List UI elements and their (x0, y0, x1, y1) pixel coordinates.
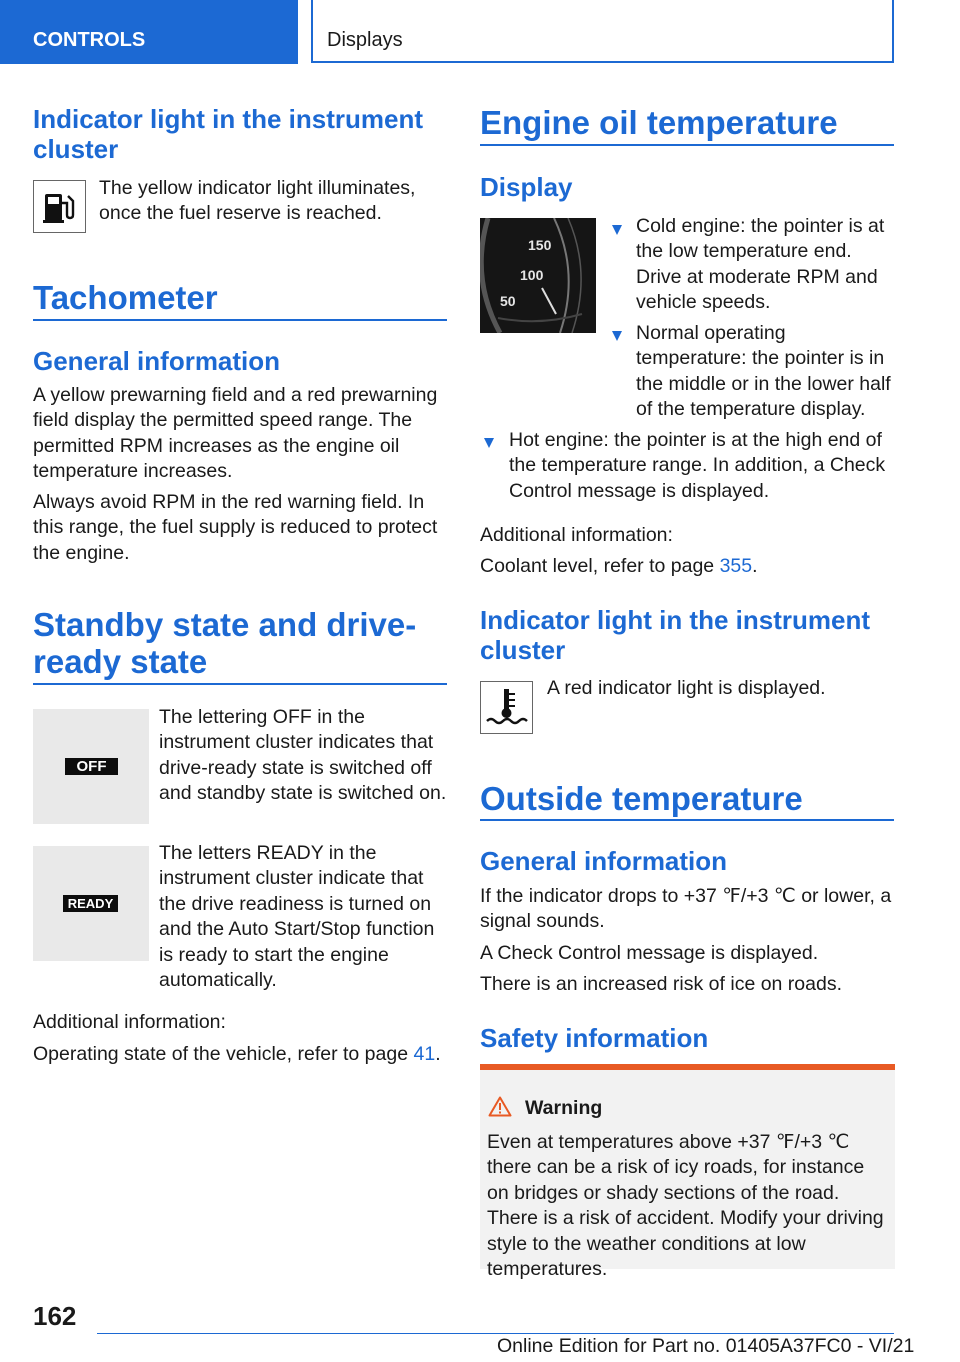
oil-temp-title: Engine oil temperature (480, 104, 838, 141)
page-link-41[interactable]: 41 (413, 1043, 436, 1065)
additional-info-right: Additional information: (480, 524, 673, 546)
off-display-image (33, 709, 149, 824)
edition-footer: Online Edition for Part no. 01405A37FC0 - VI/21 (497, 1335, 915, 1357)
outside-temp-title: Outside temperature (480, 780, 803, 817)
chapter-label: Displays (327, 29, 403, 51)
fuel-indicator-heading: Indicator light in the instrument cluster (33, 104, 423, 164)
fuel-pump-icon (33, 180, 86, 233)
bullet-normal: Normal operating temperature: the pointer is in the middle or in the lower half of the temperature display. (636, 322, 891, 421)
safety-heading: Safety information (480, 1023, 709, 1053)
warning-triangle-icon (488, 1096, 512, 1117)
page-link-355[interactable]: 355 (719, 555, 753, 577)
footer-rule (97, 1333, 894, 1334)
additional-info-left: Additional information: (33, 1011, 226, 1033)
ready-display-image (33, 846, 149, 961)
standby-title: Standby state and drive-ready state (33, 606, 417, 680)
off-text: The lettering OFF in the instrument cluster indicates that drive-ready state is switched off and standby state is switched on. (159, 706, 447, 805)
coolant-indicator-text: A red indicator light is displayed. (547, 677, 826, 699)
chapter-tab[interactable] (311, 0, 894, 63)
outside-general-p1: If the indicator drops to +37 ℉/+3 ℃ or lower, a signal sounds. (480, 885, 892, 933)
section-label: CONTROLS (33, 29, 146, 51)
bullet-triangle-icon (612, 331, 622, 341)
tachometer-general-p1: A yellow prewarning field and a red prewarning field display the permitted speed range. The permitted RPM increases as the engine oil temperature increases. (33, 384, 438, 483)
ready-label: READY (63, 895, 118, 912)
warning-title: Warning (525, 1097, 603, 1119)
tachometer-general-p2: Always avoid RPM in the red warning field. In this range, the fuel supply is reduced to protect the engine. (33, 491, 438, 564)
tachometer-title: Tachometer (33, 279, 218, 316)
ref-text: Coolant level, refer to page (480, 555, 720, 577)
operating-state-ref (33, 1042, 441, 1067)
bullet-triangle-icon (484, 438, 494, 448)
coolant-level-ref (480, 554, 758, 579)
gauge-label: 150 (528, 237, 552, 253)
warning-text: Even at temperatures above +37 ℉/+3 ℃ there can be a risk of icy roads, for instance on bridges or shady sections of the road. There is a risk of accident. Modify your driving style to the weather conditions at low temperatures. (487, 1131, 884, 1281)
bullet-triangle-icon (612, 225, 622, 235)
fuel-indicator-text: The yellow indicator light illuminates, once the fuel reserve is reached. (99, 177, 416, 225)
tachometer-general-heading: General information (33, 346, 281, 376)
gauge-label: 100 (520, 267, 544, 283)
ref-suffix: . (435, 1043, 441, 1065)
bullet-hot: Hot engine: the pointer is at the high end of the temperature range. In addition, a Check Control message is displayed. (509, 429, 886, 502)
title-rule (480, 819, 894, 821)
ready-text: The letters READY in the instrument cluster indicate that the drive readiness is turned on and the Auto Start/Stop function is ready to start the engine automatically. (159, 842, 435, 992)
page-number: 162 (33, 1301, 77, 1331)
coolant-temperature-icon (480, 681, 533, 734)
display-heading: Display (480, 172, 573, 202)
oil-gauge-image (480, 218, 596, 333)
ref-suffix: . (752, 555, 758, 577)
warning-box (480, 1064, 895, 1281)
bullet-cold: Cold engine: the pointer is at the low temperature end. Drive at moderate RPM and vehicle speeds. (636, 215, 885, 314)
section-tab[interactable] (0, 0, 298, 64)
ref-text: Operating state of the vehicle, refer to page (33, 1043, 414, 1065)
off-label: OFF (65, 758, 118, 775)
outside-general-p3: There is an increased risk of ice on roads. (480, 973, 843, 995)
title-rule (33, 683, 447, 685)
outside-general-heading: General information (480, 846, 728, 876)
gauge-label: 50 (500, 293, 516, 309)
outside-general-p2: A Check Control message is displayed. (480, 942, 819, 964)
title-rule (480, 144, 894, 146)
title-rule (33, 319, 447, 321)
coolant-indicator-heading: Indicator light in the instrument cluster (480, 605, 870, 665)
